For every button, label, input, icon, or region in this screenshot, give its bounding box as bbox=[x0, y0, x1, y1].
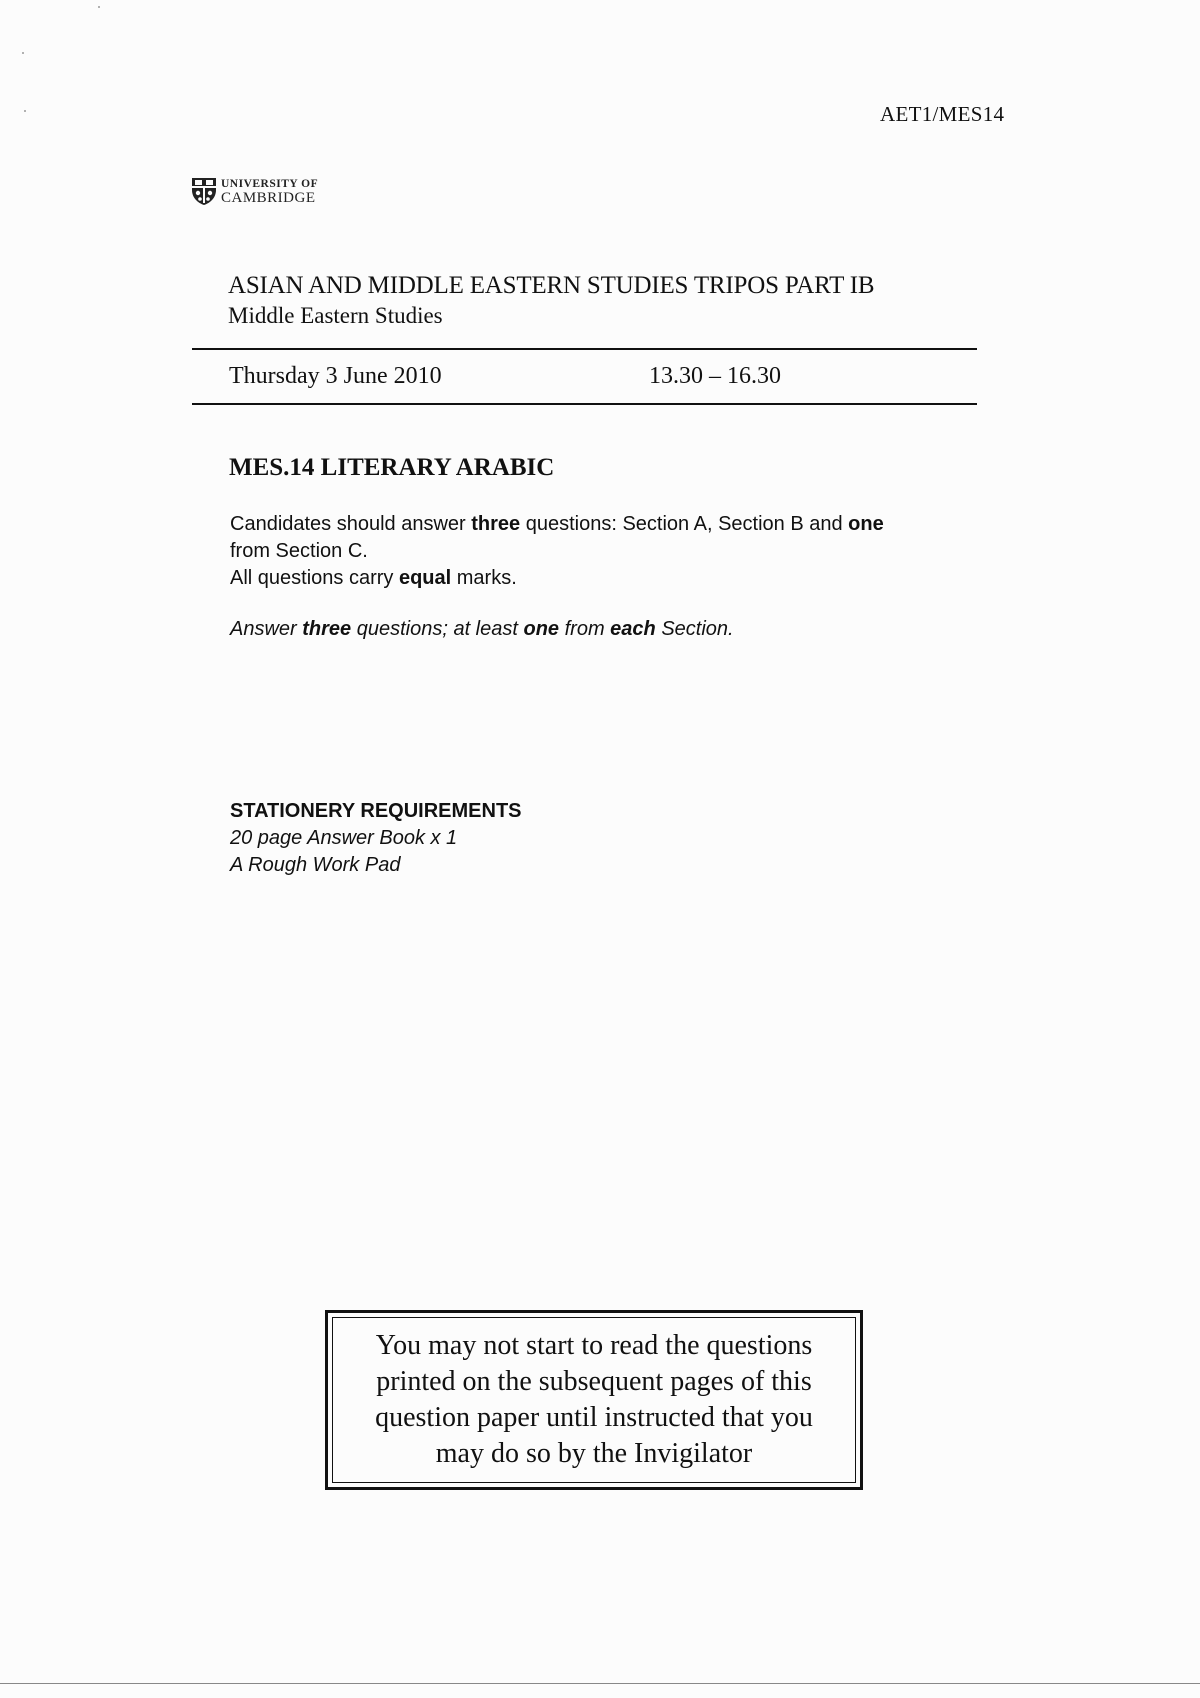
notice-text bbox=[375, 1328, 813, 1472]
stationery-heading: STATIONERY REQUIREMENTS bbox=[230, 800, 522, 822]
text: questions: Section A, Section B and bbox=[520, 513, 849, 535]
page-edge-line bbox=[0, 1683, 1200, 1684]
notice-line: question paper until instructed that you bbox=[375, 1402, 813, 1433]
stationery-item: 20 page Answer Book x 1 bbox=[230, 827, 458, 849]
text: from bbox=[559, 618, 611, 640]
instruction-line-1 bbox=[230, 511, 990, 538]
text: All questions carry bbox=[230, 567, 399, 589]
text: Answer bbox=[230, 618, 303, 640]
university-crest-icon bbox=[190, 176, 218, 206]
invigilator-notice-box bbox=[325, 1310, 863, 1490]
text: questions; at least bbox=[351, 618, 524, 640]
notice-line: You may not start to read the questions bbox=[375, 1330, 813, 1361]
paper-code: AET1/MES14 bbox=[880, 102, 1005, 126]
candidate-instructions bbox=[230, 511, 990, 592]
emphasis: one bbox=[523, 618, 560, 640]
notice-line: may do so by the Invigilator bbox=[435, 1438, 753, 1469]
scan-speck bbox=[24, 110, 26, 112]
emphasis: three bbox=[471, 513, 521, 535]
emphasis: one bbox=[848, 513, 884, 535]
instruction-line-3 bbox=[230, 565, 990, 592]
emphasis: equal bbox=[398, 567, 452, 589]
scan-speck bbox=[98, 6, 100, 8]
exam-date: Thursday 3 June 2010 bbox=[229, 363, 442, 389]
answer-instruction bbox=[230, 618, 734, 641]
scan-speck bbox=[22, 52, 24, 54]
text: marks. bbox=[451, 567, 517, 589]
subject-title: Middle Eastern Studies bbox=[228, 303, 443, 328]
text: Candidates should answer bbox=[230, 513, 472, 535]
university-line-2: CAMBRIDGE bbox=[221, 190, 316, 206]
instruction-line-2: from Section C. bbox=[230, 540, 368, 562]
notice-inner-frame bbox=[332, 1317, 856, 1483]
emphasis: three bbox=[302, 618, 352, 640]
emphasis: each bbox=[610, 618, 656, 640]
course-title: MES.14 LITERARY ARABIC bbox=[229, 454, 555, 481]
divider-bottom bbox=[192, 403, 977, 405]
university-name bbox=[221, 177, 318, 205]
exam-time: 13.30 – 16.30 bbox=[649, 363, 781, 389]
stationery-requirements bbox=[230, 798, 522, 879]
notice-line: printed on the subsequent pages of this bbox=[376, 1366, 812, 1397]
text: Section. bbox=[655, 618, 734, 640]
university-line-1: UNIVERSITY OF bbox=[221, 178, 319, 190]
stationery-item: A Rough Work Pad bbox=[230, 854, 401, 876]
tripos-title: ASIAN AND MIDDLE EASTERN STUDIES TRIPOS PART IB bbox=[228, 272, 875, 299]
university-logo bbox=[190, 176, 318, 206]
divider-top bbox=[192, 348, 977, 350]
